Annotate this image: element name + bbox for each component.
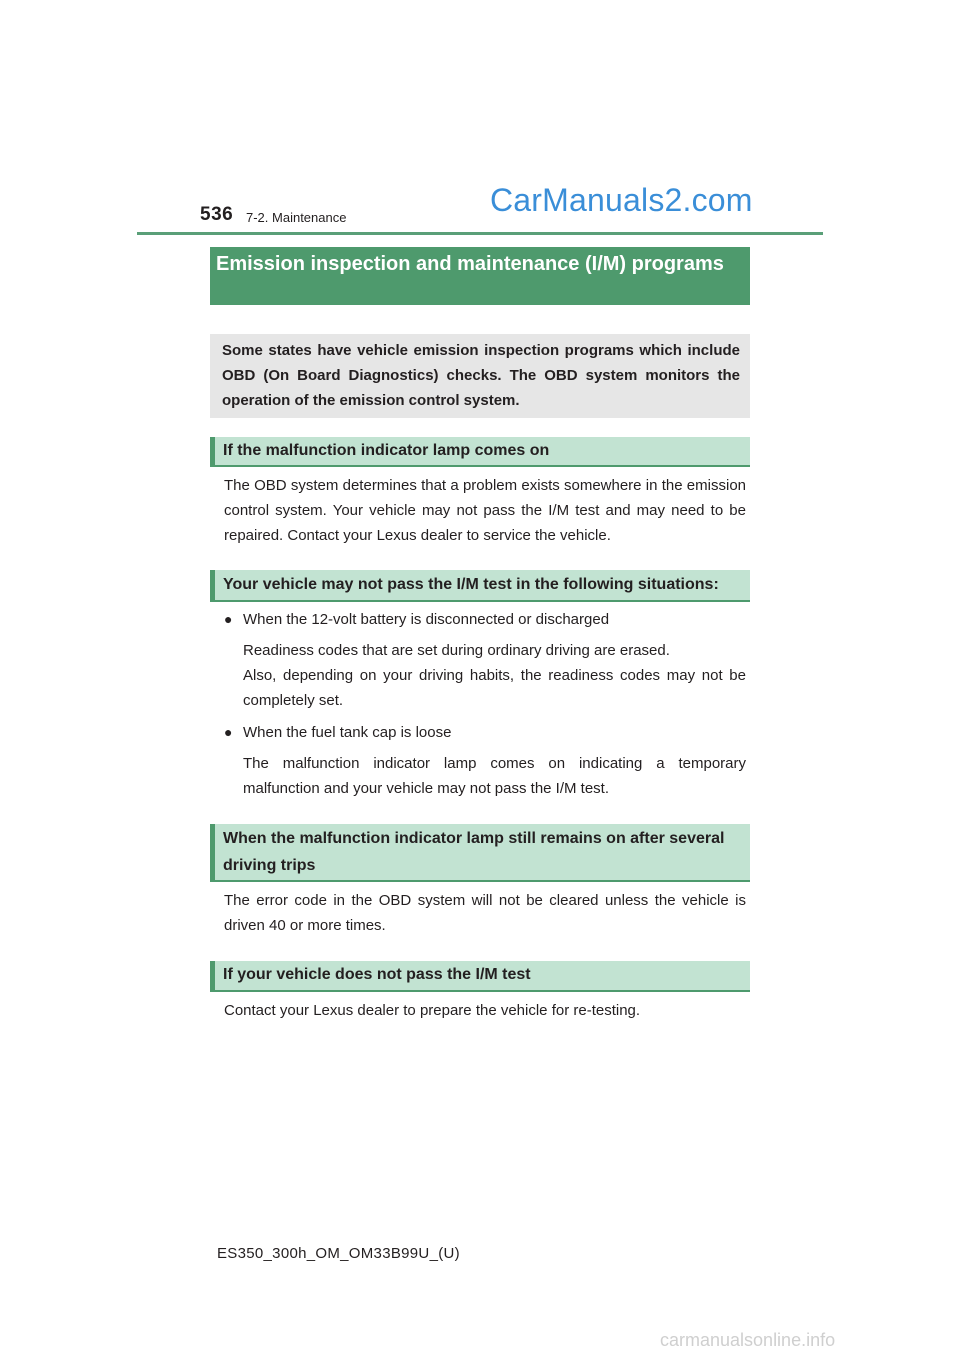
section-heading-text: If your vehicle does not pass the I/M test	[223, 966, 531, 983]
intro-box	[210, 334, 750, 418]
section-breadcrumb: 7-2. Maintenance	[246, 210, 347, 225]
section-heading-not-pass	[210, 961, 750, 992]
page-number: 536	[200, 204, 234, 225]
bullet-item-fuel-cap	[224, 720, 750, 745]
bullet-label: When the fuel tank cap is loose	[243, 724, 452, 741]
bullet-body-battery-detail: Also, depending on your driving habits, the readiness codes may not be completely set.	[243, 667, 746, 709]
section-heading-text: Your vehicle may not pass the I/M test in the following situations:	[223, 576, 719, 593]
bullet-body-fuel-cap: The malfunction indicator lamp comes on indicating a temporary malfunction and your vehicle may not pass the I/M test.	[243, 755, 746, 797]
intro-text: Some states have vehicle emission inspection programs which include OBD (On Board Diagnostics) checks. The OBD system monitors the operation of the emission control system.	[222, 342, 740, 409]
section-heading-malfunction-lamp	[210, 437, 750, 467]
bullet-label: When the 12-volt battery is disconnected or discharged	[243, 611, 610, 628]
page-title-banner	[210, 247, 750, 305]
section-heading-lamp-remains-on	[210, 824, 750, 882]
section-heading-text: When the malfunction indicator lamp still remains on after several driving trips	[223, 830, 725, 874]
bullet-icon: ●	[224, 611, 233, 627]
watermark-logo: CarManuals2.com	[490, 182, 753, 218]
footer-watermark: carmanualsonline.info	[660, 1330, 836, 1350]
document-code: ES350_300h_OM_OM33B99U_(U)	[217, 1245, 460, 1262]
bullet-item-battery	[224, 607, 750, 632]
page-title: Emission inspection and maintenance (I/M) programs	[216, 253, 724, 275]
section-heading-text: If the malfunction indicator lamp comes on	[223, 442, 550, 459]
bullet-body-battery: Readiness codes that are set during ordinary driving are erased.	[243, 642, 670, 659]
section-heading-im-test-situations	[210, 570, 750, 602]
section-body-lamp-remains-on: The error code in the OBD system will not be cleared unless the vehicle is driven 40 or more times.	[224, 892, 746, 934]
header-divider	[137, 232, 823, 235]
section-body-not-pass: Contact your Lexus dealer to prepare the vehicle for re-testing.	[224, 1002, 641, 1019]
section-body-malfunction-lamp: The OBD system determines that a problem exists somewhere in the emission control system. Your vehicle may not pass the I/M test and may need to be repaired. Contact your Lexus dealer to service the vehicle.	[224, 477, 746, 544]
bullet-icon: ●	[224, 724, 233, 740]
